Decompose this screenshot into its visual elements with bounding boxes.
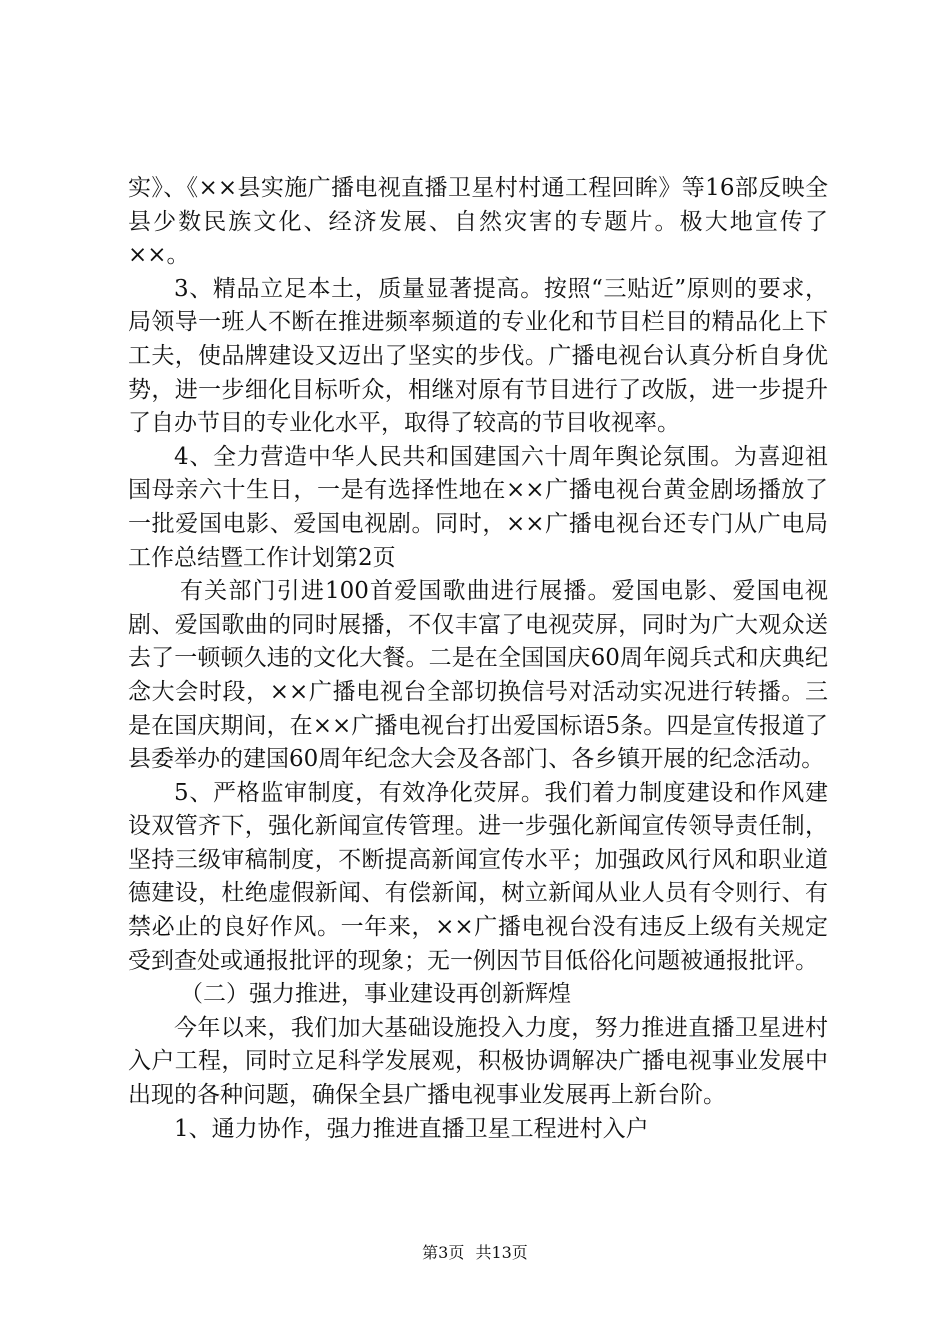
- paragraph-item-4: 4、全力营造中华人民共和国建国六十周年舆论氛围。为喜迎祖国母亲六十生日，一是有选择性地在××广播电视台黄金剧场播放了一批爱国电影、爱国电视剧。同时，××广播电视台还专门从广电局工作总结暨工作计划第2页: [128, 443, 828, 571]
- paragraph-item-5: 5、严格监审制度，有效净化荧屏。我们着力制度建设和作风建设双管齐下，强化新闻宣传管理。进一步强化新闻宣传领导责任制，坚持三级审稿制度，不断提高新闻宣传水平；加强政风行风和职业道德建设，杜绝虚假新闻、有偿新闻，树立新闻从业人员有令则行、有禁必止的良好作风。一年来，××广播电视台没有违反上级有关规定受到查处或通报批评的现象；无一例因节目低俗化问题被通报批评。: [128, 779, 828, 974]
- paragraph-section-intro: 今年以来，我们加大基础设施投入力度，努力推进直播卫星进村入户工程，同时立足科学发展观，积极协调解决广播电视事业发展中出现的各种问题，确保全县广播电视事业发展再上新台阶。: [128, 1014, 828, 1109]
- paragraph-item-4-continued: 有关部门引进100首爱国歌曲进行展播。爱国电影、爱国电视剧、爱国歌曲的同时展播，不仅丰富了电视荧屏，同时为广大观众送去了一顿顿久违的文化大餐。二是在全国国庆60周年阅兵式和庆典纪念大会时段，××广播电视台全部切换信号对活动实况进行转播。三是在国庆期间，在××广播电视台打出爱国标语5条。四是宣传报道了县委举办的建国60周年纪念大会及各部门、各乡镇开展的纪念活动。: [128, 578, 828, 773]
- section-heading: （二）强力推进，事业建设再创新辉煌: [180, 981, 571, 1008]
- page-footer: 第3页 共13页: [422, 1243, 528, 1262]
- paragraph-subitem-1: 1、通力协作，强力推进直播卫星工程进村入户: [174, 1115, 649, 1142]
- document-body: [128, 172, 828, 1146]
- paragraph-item-3: 3、精品立足本土，质量显著提高。按照“三贴近”原则的要求，局领导一班人不断在推进频率频道的专业化和节目栏目的精品化上下工夫，使品牌建设又迈出了坚实的步伐。广播电视台认真分析自身优势，进一步细化目标听众，相继对原有节目进行了改版，进一步提升了自办节目的专业化水平，取得了较高的节目收视率。: [128, 275, 828, 437]
- paragraph-continuation: 实》、《××县实施广播电视直播卫星村村通工程回眸》等16部反映全县少数民族文化、经济发展、自然灾害的专题片。极大地宣传了××。: [128, 175, 828, 269]
